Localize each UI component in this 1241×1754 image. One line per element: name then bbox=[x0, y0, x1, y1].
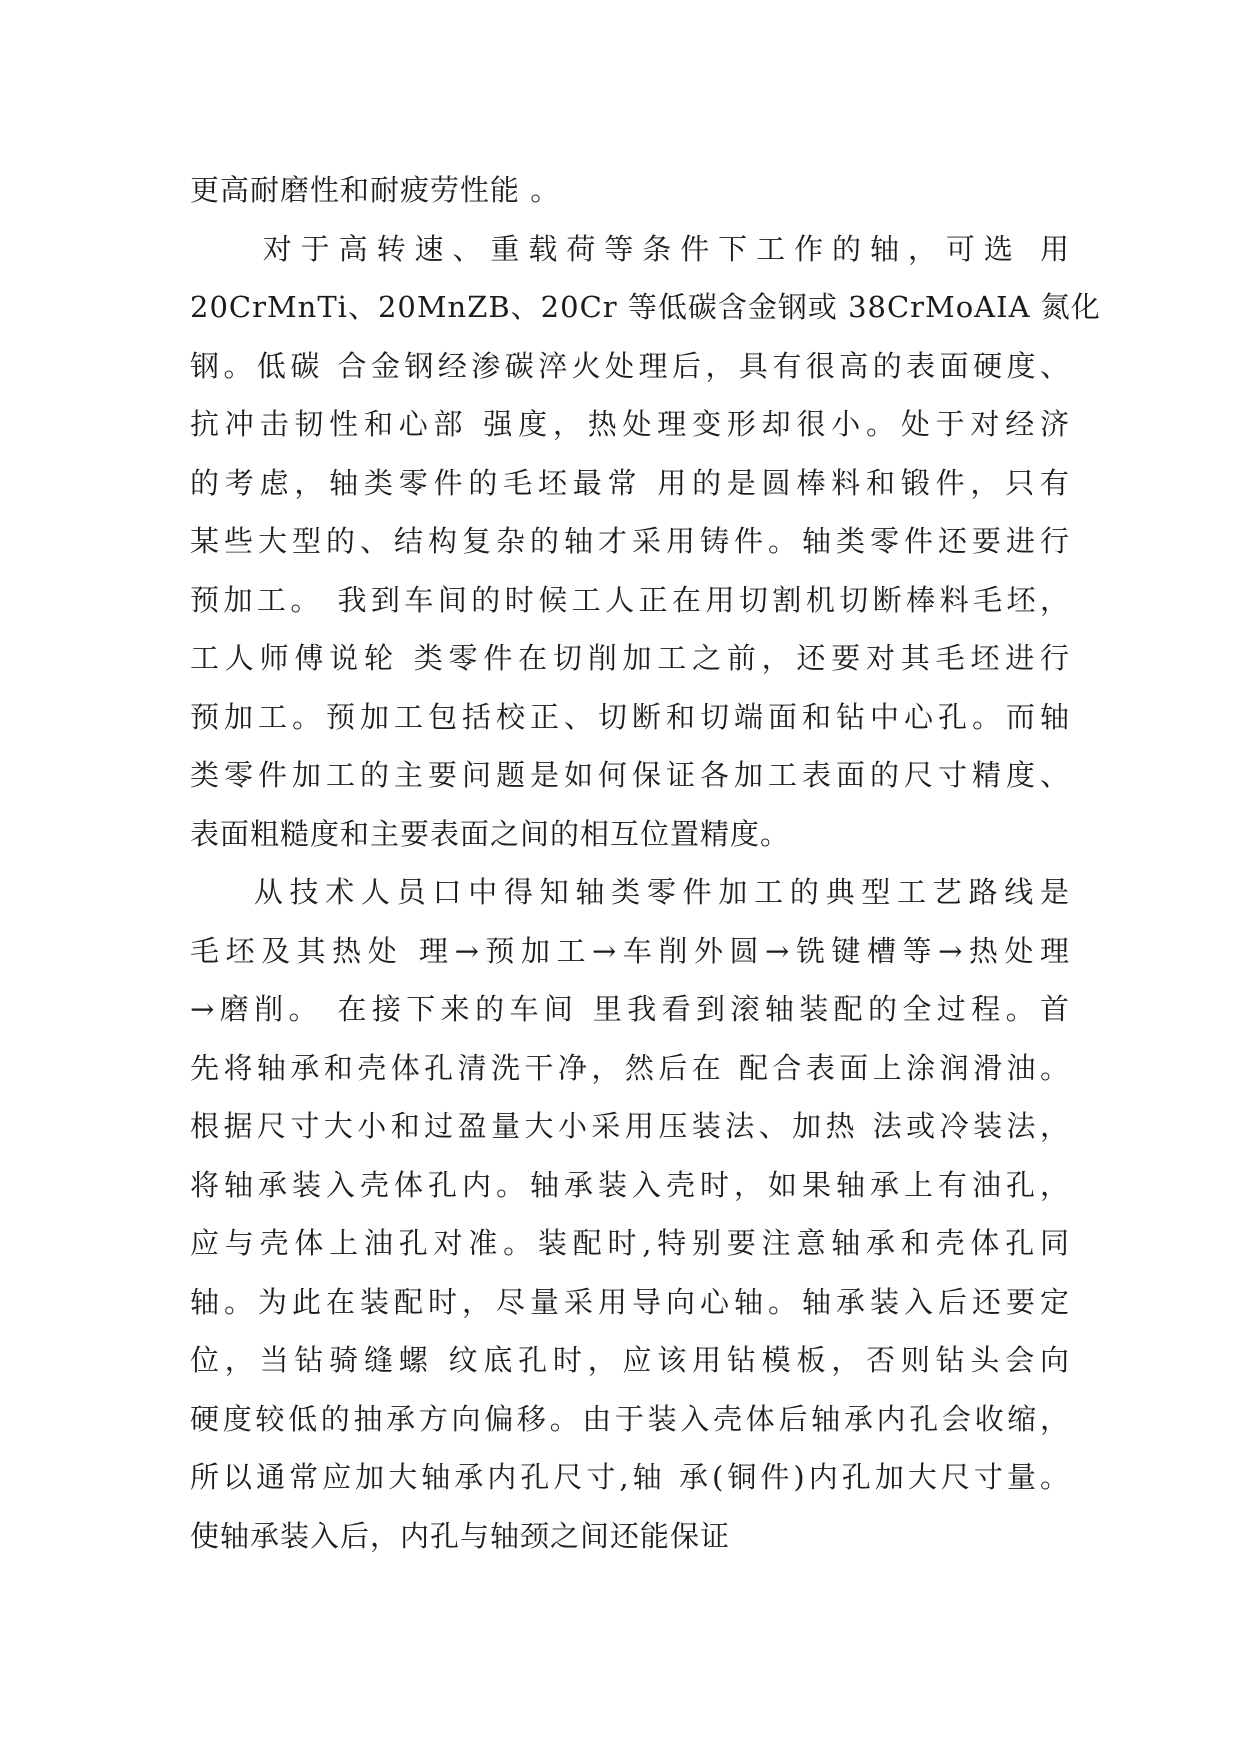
text-line-6: 的考虑，轴类零件的毛坯最常 用的是圆棒料和锻件，只有 bbox=[190, 465, 1070, 500]
text-line-7: 某些大型的、结构复杂的轴才采用铸件。轴类零件还要进行 bbox=[190, 524, 1070, 558]
text-line-22: 硬度较低的抽承方向偏移。由于装入壳体后轴承内孔会收缩， bbox=[190, 1401, 1070, 1436]
text-line-3: 20CrMnTi、20MnZB、20Cr 等低碳含金钢或 38CrMoAIA 氮化 bbox=[190, 290, 1101, 324]
text-line-23: 所以通常应加大轴承内孔尺寸,轴 承(铜件)内孔加大尺寸量。 bbox=[190, 1460, 1070, 1494]
text-line-9: 工人师傅说轮 类零件在切削加工之前，还要对其毛坯进行 bbox=[190, 641, 1070, 675]
text-line-8: 预加工。 我到车间的时候工人正在用切割机切断棒料毛坯， bbox=[190, 582, 1070, 617]
text-line-21: 位，当钻骑缝螺 纹底孔时，应该用钻模板，否则钻头会向 bbox=[190, 1343, 1070, 1377]
text-line-17: 根据尺寸大小和过盈量大小采用压装法、加热 法或冷装法， bbox=[190, 1109, 1070, 1143]
text-line-19: 应与壳体上油孔对准。装配时,特别要注意轴承和壳体孔同 bbox=[190, 1226, 1070, 1260]
text-line-13: 从技术人员口中得知轴类零件加工的典型工艺路线是 bbox=[190, 875, 1070, 909]
text-line-5: 抗冲击韧性和心部 强度，热处理变形却很小。处于对经济 bbox=[190, 407, 1070, 441]
text-line-20: 轴。为此在装配时，尽量采用导向心轴。轴承装入后还要定 bbox=[190, 1284, 1070, 1319]
text-line-14: 毛坯及其热处 理→预加工→车削外圆→铣键槽等→热处理 bbox=[190, 933, 1070, 968]
text-line-2: 对于高转速、重载荷等条件下工作的轴，可选 用 bbox=[190, 231, 1070, 266]
text-line-16: 先将轴承和壳体孔清洗干净，然后在 配合表面上涂润滑油。 bbox=[190, 1050, 1070, 1085]
text-line-12: 表面粗糙度和主要表面之间的相互位置精度。 bbox=[190, 816, 791, 851]
text-line-11: 类零件加工的主要问题是如何保证各加工表面的尺寸精度、 bbox=[190, 758, 1070, 792]
text-line-18: 将轴承装入壳体孔内。轴承装入壳时，如果轴承上有油孔， bbox=[190, 1167, 1070, 1202]
body-text bbox=[190, 161, 1101, 1565]
text-line-4: 钢。低碳 合金钢经渗碳淬火处理后，具有很高的表面硬度、 bbox=[190, 348, 1070, 383]
text-line-24: 使轴承装入后，内孔与轴颈之间还能保证 bbox=[190, 1518, 731, 1553]
text-line-15: →磨削。 在接下来的车间 里我看到滚轴装配的全过程。首 bbox=[190, 992, 1070, 1026]
text-line-1: 更高耐磨性和耐疲劳性能 。 bbox=[190, 173, 561, 207]
text-line-10: 预加工。预加工包括校正、切断和切端面和钻中心孔。而轴 bbox=[190, 699, 1070, 734]
